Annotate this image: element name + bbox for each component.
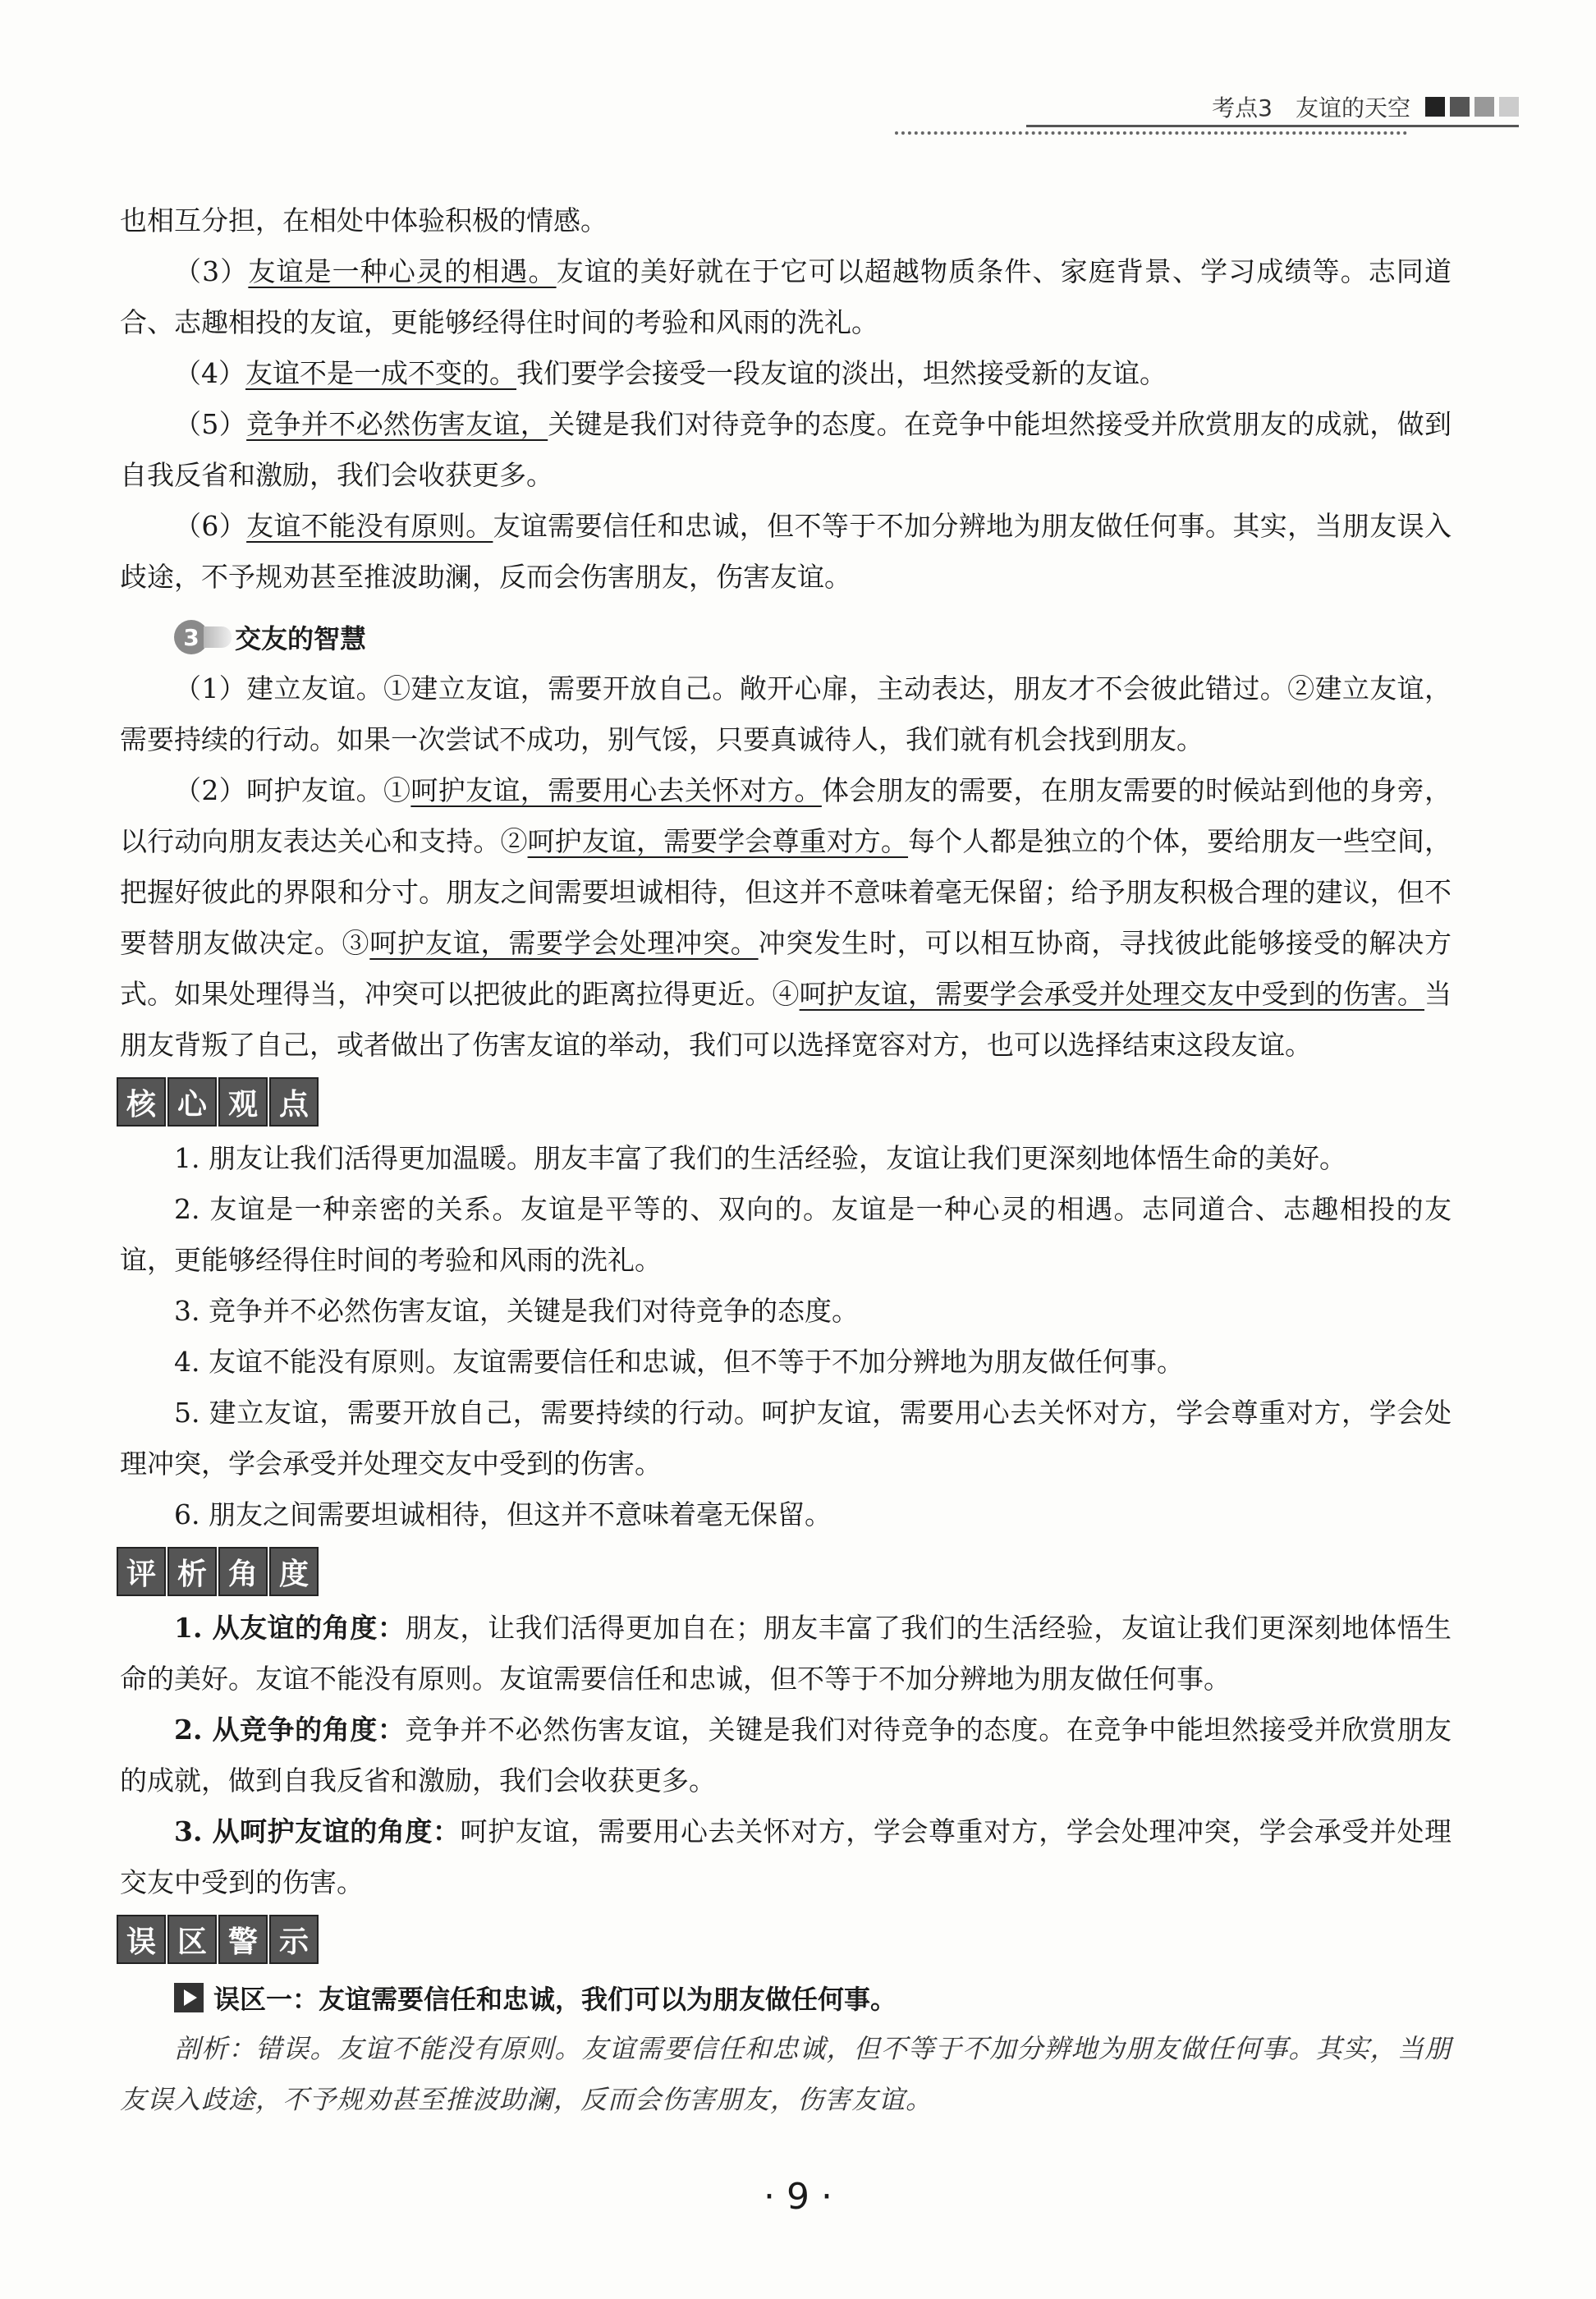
wisdom-paragraph-1: （1）建立友谊。①建立友谊，需要开放自己。敞开心扉，主动表达，朋友才不会彼此错过。②建立友谊，需要持续的行动。如果一次尝试不成功，别气馁，只要真诚待人，我们就有机会找到朋友。 — [120, 672, 1452, 755]
core-item: 4. 友谊不能没有原则。友谊需要信任和忠诚，但不等于不加分辨地为朋友做任何事。 — [174, 1346, 1184, 1378]
analysis-item: 3. 从呵护友谊的角度：呵护友谊，需要用心去关怀对方，学会尊重对方，学会处理冲突，学会承受并处理交友中受到的伤害。 — [120, 1815, 1452, 1898]
heading-char: 度 — [269, 1547, 319, 1596]
paragraph-item-5: （5）竞争并不必然伤害友谊，关键是我们对待竞争的态度。在竞争中能坦然接受并欣赏朋友的成就，做到自我反省和激励，我们会收获更多。 — [120, 408, 1452, 491]
paragraph-item-4: （4）友谊不是一成不变的。我们要学会接受一段友谊的淡出，坦然接受新的友谊。 — [174, 357, 1167, 389]
header-title: 考点3 友谊的天空 — [1212, 94, 1410, 122]
paragraph-item-6: （6）友谊不能没有原则。友谊需要信任和忠诚，但不等于不加分辨地为朋友做任何事。其实，当朋友误入歧途，不予规劝甚至推波助澜，反而会伤害朋友，伤害友谊。 — [120, 510, 1452, 593]
section-heading-analysis — [117, 1547, 1452, 1598]
page-content — [120, 195, 1452, 2125]
header-square — [1425, 97, 1445, 117]
play-triangle-icon — [174, 1983, 204, 2012]
heading-char: 心 — [167, 1077, 217, 1127]
heading-char: 区 — [167, 1915, 217, 1964]
header-rule — [1026, 125, 1519, 127]
heading-char: 示 — [269, 1915, 319, 1964]
misconception-analysis: 剖析：错误。友谊不能没有原则。友谊需要信任和忠诚，但不等于不加分辨地为朋友做任何事。其实，当朋友误入歧途，不予规劝甚至推波助澜，反而会伤害朋友，伤害友谊。 — [120, 2033, 1452, 2115]
core-item: 6. 朋友之间需要坦诚相待，但这并不意味着毫无保留。 — [174, 1498, 832, 1530]
header-square — [1499, 97, 1519, 117]
header-square — [1450, 97, 1470, 117]
header-dotted-line — [895, 131, 1407, 135]
badge-tail-decoration — [204, 626, 232, 648]
section-heading-core — [117, 1077, 1452, 1128]
heading-char: 析 — [167, 1547, 217, 1596]
heading-char: 警 — [218, 1915, 268, 1964]
heading-char: 角 — [218, 1547, 268, 1596]
heading-char: 误 — [117, 1915, 166, 1964]
paragraph-continued: 也相互分担，在相处中体验积极的情感。 — [120, 204, 608, 236]
analysis-item: 1. 从友谊的角度：朋友，让我们活得更加自在；朋友丰富了我们的生活经验，友谊让我们更深刻地体悟生命的美好。友谊不能没有原则。友谊需要信任和忠诚，但不等于不加分辨地为朋友做任何事。 — [120, 1612, 1452, 1695]
subsection-heading — [174, 611, 1452, 663]
subsection-title: 交友的智慧 — [235, 623, 367, 654]
heading-char: 点 — [269, 1077, 319, 1127]
heading-char: 观 — [218, 1077, 268, 1127]
misconception-heading — [174, 1972, 1452, 2023]
heading-char: 核 — [117, 1077, 166, 1127]
header-square — [1474, 97, 1494, 117]
subsection-number-badge: 3 — [174, 620, 209, 654]
wisdom-paragraph-2: （2）呵护友谊。①呵护友谊，需要用心去关怀对方。体会朋友的需要，在朋友需要的时候站到他的身旁，以行动向朋友表达关心和支持。②呵护友谊，需要学会尊重对方。每个人都是独立的个体，要给朋友一些空间，把握好彼此的界限和分寸。朋友之间需要坦诚相待，但这并不意味着毫无保留；给予朋友积极合理的建议，但不要替朋友做决定。③呵护友谊，需要学会处理冲突。冲突发生时，可以相互协商，寻找彼此能够接受的解决方式。如果处理得当，冲突可以把彼此的距离拉得更近。④呵护友谊，需要学会承受并处理交友中受到的伤害。当朋友背叛了自己，或者做出了伤害友谊的举动，我们可以选择宽容对方，也可以选择结束这段友谊。 — [120, 774, 1452, 1061]
core-item: 2. 友谊是一种亲密的关系。友谊是平等的、双向的。友谊是一种心灵的相遇。志同道合、志趣相投的友谊，更能够经得住时间的考验和风雨的洗礼。 — [120, 1193, 1452, 1276]
section-heading-warning — [117, 1915, 1452, 1966]
heading-char: 评 — [117, 1547, 166, 1596]
core-item: 5. 建立友谊，需要开放自己，需要持续的行动。呵护友谊，需要用心去关怀对方，学会尊重对方，学会处理冲突，学会承受并处理交友中受到的伤害。 — [120, 1397, 1452, 1480]
page-header — [1212, 89, 1519, 125]
page-number: · 9 · — [764, 2176, 832, 2218]
core-item: 1. 朋友让我们活得更加温暖。朋友丰富了我们的生活经验，友谊让我们更深刻地体悟生命的美好。 — [174, 1142, 1346, 1174]
header-squares — [1425, 97, 1519, 117]
misconception-title: 误区一：友谊需要信任和忠诚，我们可以为朋友做任何事。 — [213, 1984, 897, 2015]
core-item: 3. 竞争并不必然伤害友谊，关键是我们对待竞争的态度。 — [174, 1295, 859, 1327]
paragraph-item-3: （3）友谊是一种心灵的相遇。友谊的美好就在于它可以超越物质条件、家庭背景、学习成绩等。志同道合、志趣相投的友谊，更能够经得住时间的考验和风雨的洗礼。 — [120, 255, 1452, 338]
analysis-item: 2. 从竞争的角度：竞争并不必然伤害友谊，关键是我们对待竞争的态度。在竞争中能坦然接受并欣赏朋友的成就，做到自我反省和激励，我们会收获更多。 — [120, 1714, 1452, 1797]
